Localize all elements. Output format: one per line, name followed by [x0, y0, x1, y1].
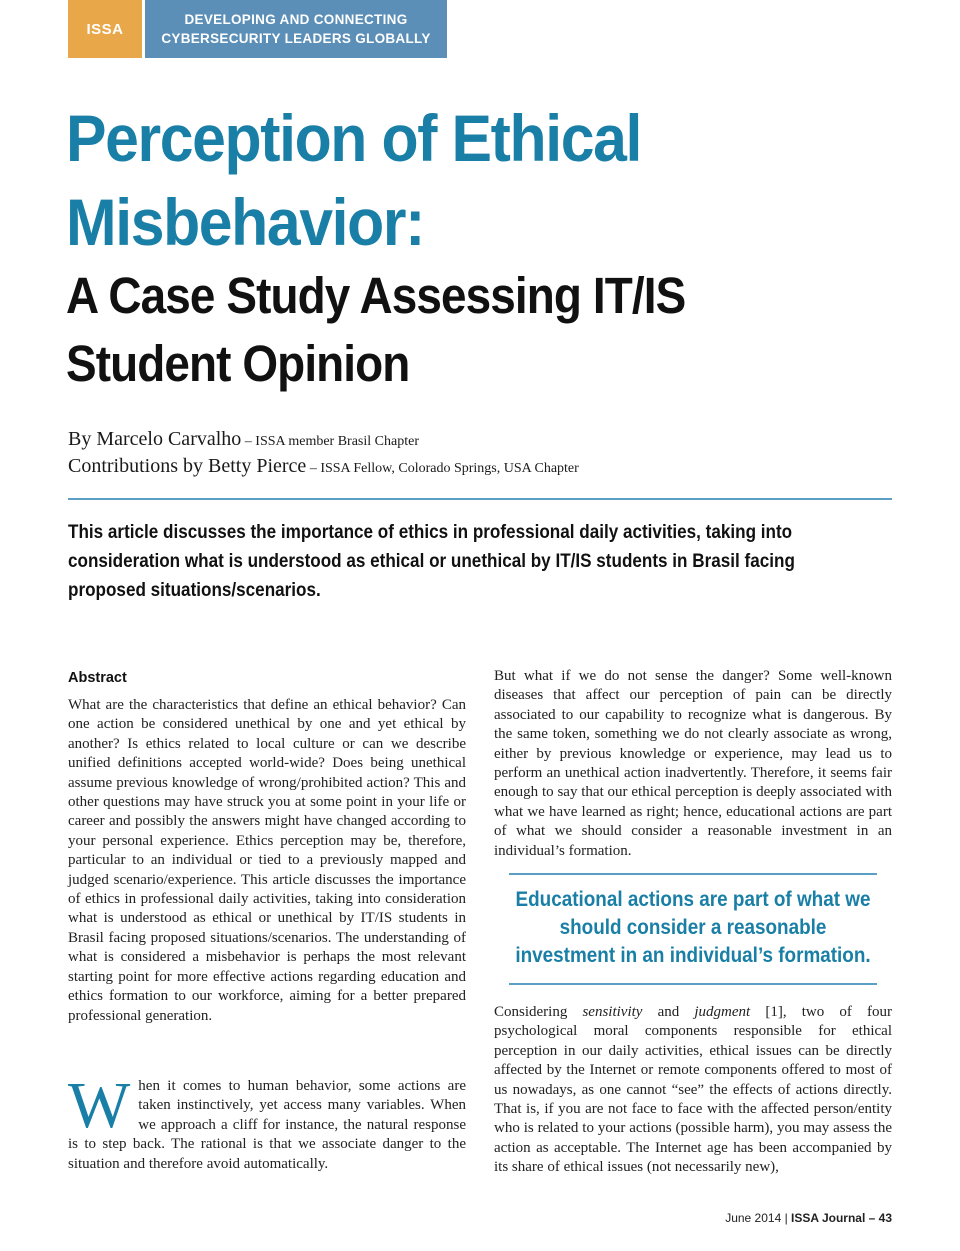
body-paragraph-2: But what if we do not sense the danger? Some well-known diseases that affect our perception of pain can be directly associated to our capability to recognize what is dangerous. By the same token, something we do not clearly associate as wrong, either by previous knowledge or experience, may lead us to perform an unethical action inadvertently. Therefore, it seems fair enough to say that our ethical perception is deeply associated with what we have learned as right; hence, educational actions are part of what we should consider a reasonable investment in an individual’s formation. — [494, 668, 892, 859]
emphasis-sensitivity: sensitivity — [582, 1004, 643, 1020]
contributor-name: Contributions by Betty Pierce — [68, 455, 307, 477]
footer-date: June 2014 — [725, 1211, 782, 1225]
contributor-affiliation: – ISSA Fellow, Colorado Springs, USA Chapter — [306, 461, 579, 476]
author-name: By Marcelo Carvalho — [68, 428, 242, 450]
page-footer — [725, 1211, 892, 1225]
body-paragraph-1 — [68, 1069, 466, 1174]
article-intro: This article discusses the importance of ethics in professional daily activities, taking into consideration what is understood as ethical or unethical by IT/IS students in Brasil facing proposed situations/scenarios. — [68, 522, 795, 601]
article-subtitle: A Case Study Assessing IT/IS Student Opinion — [66, 267, 686, 392]
body-paragraph-3 — [494, 1003, 892, 1178]
text-run: and — [642, 1004, 695, 1020]
emphasis-judgment: judgment — [694, 1004, 751, 1020]
pull-quote-rule-bottom — [509, 983, 877, 985]
header-divider — [68, 498, 892, 500]
abstract-heading: Abstract — [68, 670, 127, 686]
text-run: Considering — [494, 1004, 583, 1020]
slogan-banner — [145, 0, 447, 58]
footer-journal: ISSA Journal — [791, 1211, 866, 1225]
drop-cap: W — [68, 1069, 131, 1142]
article-title: Perception of Ethical Misbehavior: — [66, 101, 641, 259]
issa-tag: ISSA — [68, 0, 142, 58]
abstract-body: What are the characteristics that define an ethical behavior? Can one action be considered unethical by one and yet ethical by another? Is ethics related to local culture or can we describe unified definitions accepted world-wide? Does being unethical assume previous knowledge of wrong/prohibited action? This and other questions may have struck you at some point in your life or career and possibly the answers might have changed according to your personal experience. Ethics perception may be, therefore, particular to an individual or tied to a previously mapped and judged scenario/experience. This article discusses the importance of ethics in professional daily activities, taking into consideration what is understood as ethical or unethical by IT/IS students in Brasil facing proposed situations/scenarios. The understanding of what is considered a misbehavior is perhaps the most relevant starting point for more effective actions regarding education and ethics formation to our workforce, aiming for a better prepared professional generation. — [68, 697, 466, 1024]
byline-author — [68, 428, 419, 451]
footer-separator: | — [781, 1211, 792, 1225]
footer-page-number: – 43 — [865, 1211, 892, 1225]
body-paragraph-1-text: hen it comes to human behavior, some actions are taken instinctively, yet access many variables. When we approach a cliff for instance, the natural response is to step back. The rational is that we associate danger to the situation and therefore avoid automatically. — [68, 1078, 466, 1172]
byline-contributor — [68, 455, 579, 478]
text-run: [1], two of four psychological moral components responsible for ethical perception in our daily activities, ethical issues can be directly affected by the Internet or remote components offered to most of us nowadays, as one cannot “see” the effects of actions directly. That is, if you are not face to face with the affected person/entity who is related to your actions (possible harm), you may assess the action as acceptable. The Internet age has been accompanied by its share of ethical issues (not necessarily new), — [494, 1004, 892, 1176]
author-affiliation: – ISSA member Brasil Chapter — [241, 434, 419, 449]
slogan-line-2: CYBERSECURITY LEADERS GLOBALLY — [161, 31, 431, 46]
pull-quote-rule-top — [509, 873, 877, 875]
pull-quote — [494, 886, 892, 970]
slogan-line-1: DEVELOPING AND CONNECTING — [184, 12, 408, 27]
pull-quote-text: Educational actions are part of what we should consider a reasonable investment in an individual’s formation. — [515, 888, 871, 967]
